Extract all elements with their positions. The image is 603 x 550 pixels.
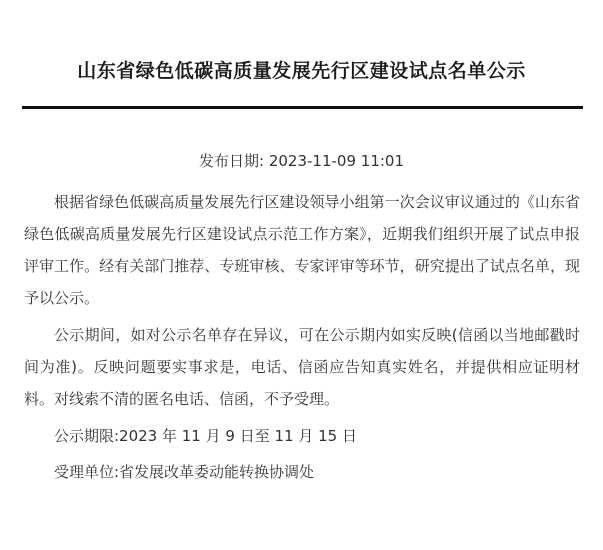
receiving-unit: 受理单位:省发展改革委动能转换协调处 [54, 463, 315, 481]
publicity-period: 公示期限:2023 年 11 月 9 日至 11 月 15 日 [54, 427, 357, 445]
publish-date-value: 2023-11-09 11:01 [268, 152, 404, 170]
paragraph-intro: 根据省绿色低碳高质量发展先行区建设领导小组第一次会议审议通过的《山东省绿色低碳高质量发展先行区建设试点示范工作方案》，近期我们组织开展了试点申报评审工作。经有关部门推荐、专班审核、专家评审等环节，研究提出了试点名单，现予以公示。 [24, 193, 580, 307]
publish-date [0, 150, 603, 171]
publish-date-label: 发布日期: [199, 152, 269, 170]
article-body [24, 186, 580, 492]
paragraph-objection: 公示期间，如对公示名单存在异议，可在公示期内如实反映(信函以当地邮戳时间为准)。反映问题要实事求是，电话、信函应告知真实姓名，并提供相应证明材料。对线索不清的匿名电话、信函，不予受理。 [24, 326, 580, 408]
page-title: 山东省绿色低碳高质量发展先行区建设试点名单公示 [77, 60, 526, 82]
title-divider [22, 106, 583, 109]
